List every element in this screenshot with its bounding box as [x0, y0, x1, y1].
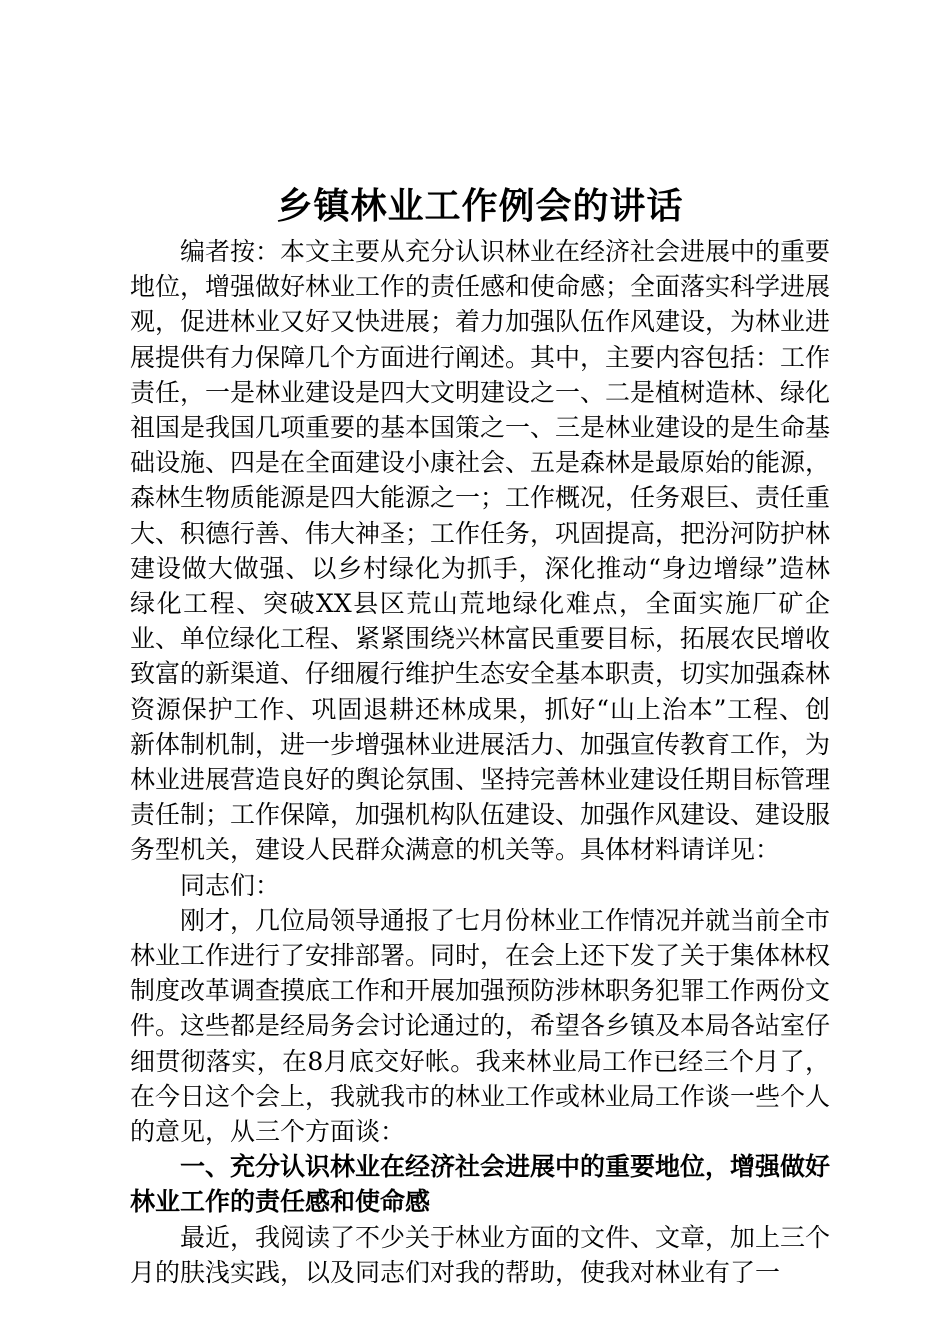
section-heading-1: 一、充分认识林业在经济社会进展中的重要地位，增强做好林业工作的责任感和使命感	[130, 1152, 831, 1217]
body-paragraph-1: 刚才，几位局领导通报了七月份林业工作情况并就当前全市林业工作进行了安排部署。同时，在会上还下发了关于集体林权制度改革调查摸底工作和开展加强预防涉林职务犯罪工作两份文件。这些都是经局务会讨论通过的，希望各乡镇及本局各站室仔细贯彻落实，在8月底交好帐。我来林业局工作已经三个月了，在今日这个会上，我就我市的林业工作或林业局工作谈一些个人的意见，从三个方面谈：	[130, 905, 831, 1147]
document-title: 乡镇林业工作例会的讲话	[276, 185, 684, 227]
document-page	[130, 180, 830, 1290]
editor-note-paragraph: 编者按：本文主要从充分认识林业在经济社会进展中的重要地位，增强做好林业工作的责任感和使命感；全面落实科学进展观，促进林业又好又快进展；着力加强队伍作风建设，为林业进展提供有力保障几个方面进行阐述。其中，主要内容包括：工作责任，一是林业建设是四大文明建设之一、二是植树造林、绿化祖国是我国几项重要的基本国策之一、三是林业建设的是生命基础设施、四是在全面建设小康社会、五是森林是最原始的能源，森林生物质能源是四大能源之一；工作概况，任务艰巨、责任重大、积德行善、伟大神圣；工作任务，巩固提高，把汾河防护林建设做大做强、以乡村绿化为抓手，深化推动“身边增绿”造林绿化工程、突破XX县区荒山荒地绿化难点，全面实施厂矿企业、单位绿化工程、紧紧围绕兴林富民重要目标，拓展农民增收致富的新渠道、仔细履行维护生态安全基本职责，切实加强森林资源保护工作、巩固退耕还林成果，抓好“山上治本”工程、创新体制机制，进一步增强林业进展活力、加强宣传教育工作，为林业进展营造良好的舆论氛围、坚持完善林业建设任期目标管理责任制；工作保障，加强机构队伍建设、加强作风建设、建设服务型机关，建设人民群众满意的机关等。具体材料请详见：	[130, 237, 831, 865]
body-paragraph-2: 最近，我阅读了不少关于林业方面的文件、文章，加上三个月的肤浅实践，以及同志们对我的帮助，使我对林业有了一	[130, 1222, 831, 1287]
salutation: 同志们：	[180, 870, 281, 900]
